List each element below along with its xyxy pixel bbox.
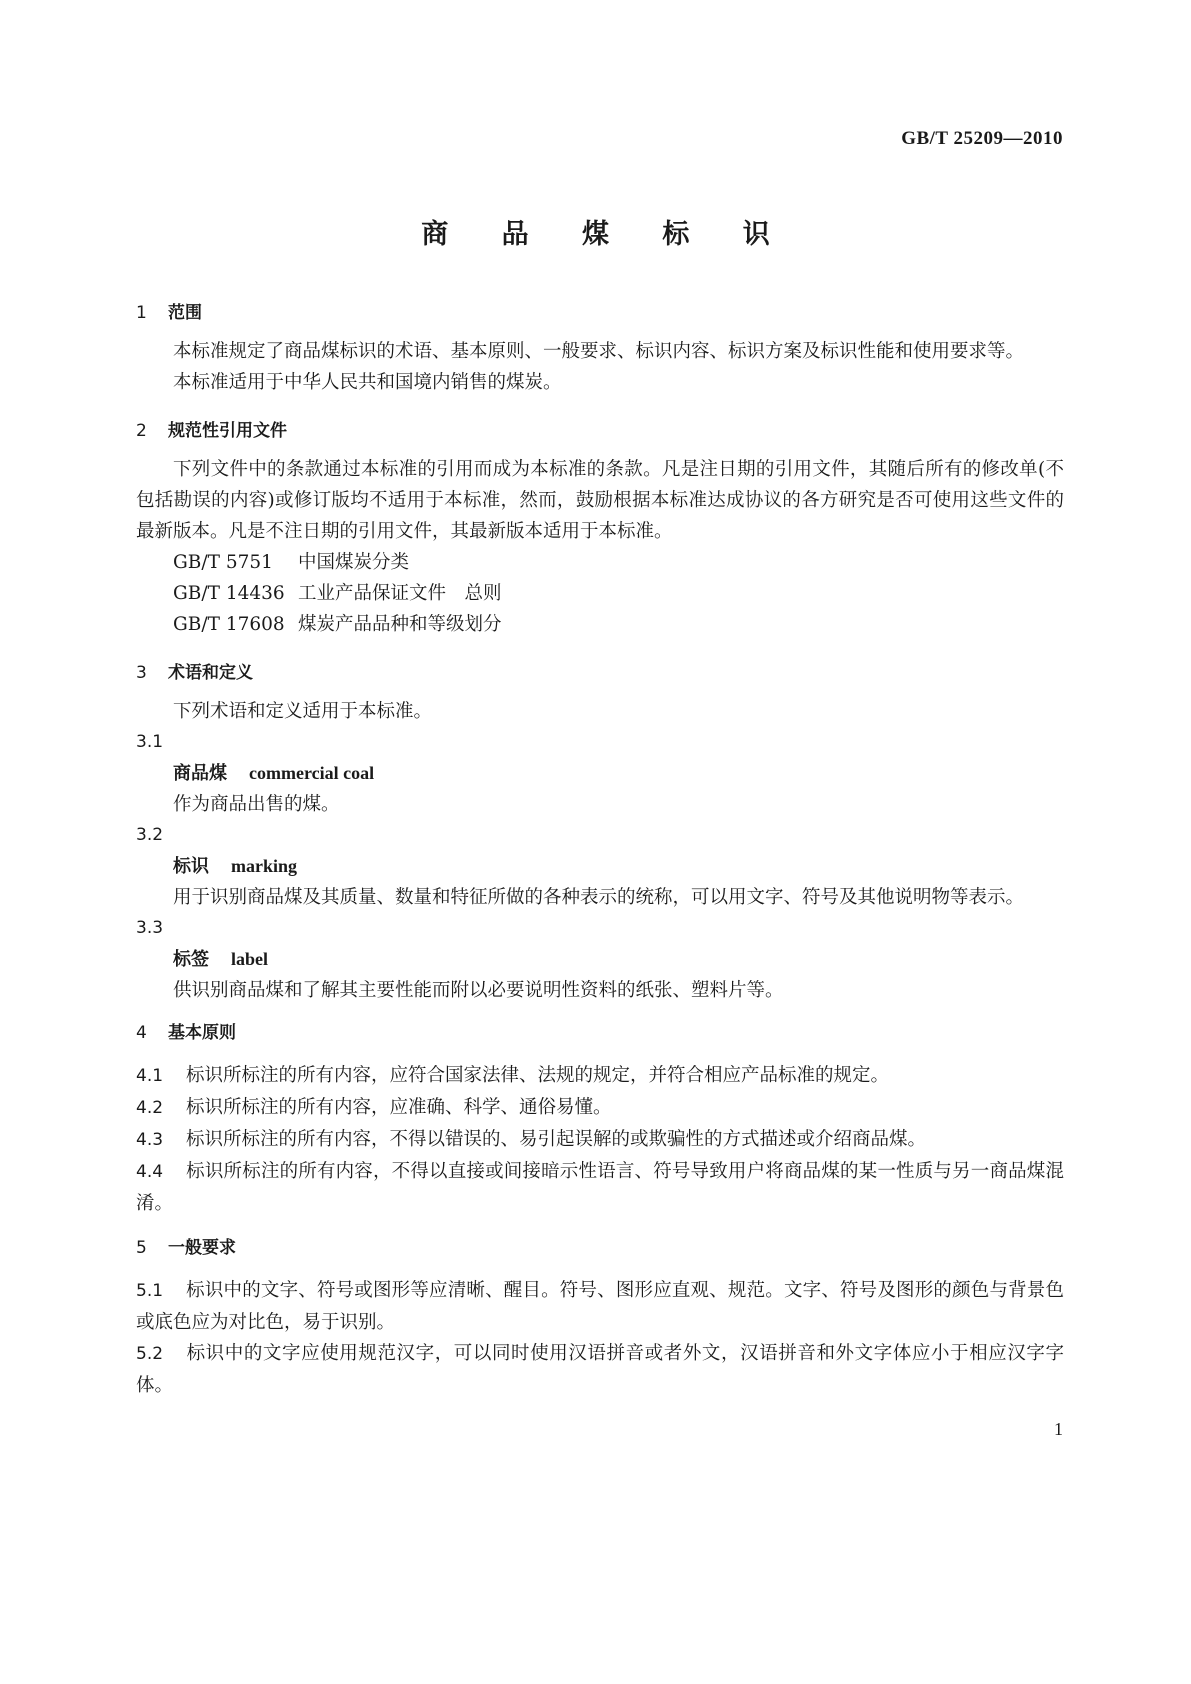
paragraph: 本标准适用于中华人民共和国境内销售的煤炭。	[173, 372, 562, 393]
reference-title: 煤炭产品品种和等级划分	[298, 614, 502, 635]
document-title: 商 品 煤 标 识	[421, 219, 792, 250]
section-heading-general-requirements	[136, 1235, 1064, 1261]
term-definition: 作为商品出售的煤。	[173, 794, 340, 815]
section-number: 1	[136, 303, 147, 323]
clause-number: 5.2	[136, 1344, 164, 1364]
section-title: 规范性引用文件	[168, 421, 287, 441]
reference-item	[136, 547, 1064, 578]
term-heading	[136, 944, 1064, 975]
reference-code: GB/T 5751	[173, 552, 273, 573]
term-en: label	[231, 949, 269, 969]
section-title: 术语和定义	[168, 663, 253, 683]
term-definition: 供识别商品煤和了解其主要性能而附以必要说明性资料的纸张、塑料片等。	[173, 980, 784, 1001]
term-definition: 用于识别商品煤及其质量、数量和特征所做的各种表示的统称，可以用文字、符号及其他说明物等表示。	[173, 887, 1025, 908]
term-cn: 标签	[173, 949, 209, 970]
reference-code: GB/T 17608	[173, 614, 285, 635]
section-heading-terms	[136, 660, 1064, 686]
reference-item	[136, 609, 1064, 640]
clause	[136, 1338, 1064, 1401]
clause	[136, 1275, 1064, 1338]
term-cn: 商品煤	[173, 763, 227, 784]
clause-text: 标识中的文字应使用规范汉字，可以同时使用汉语拼音或者外文，汉语拼音和外文字体应小于相应汉字字体。	[136, 1343, 1064, 1396]
section-title: 基本原则	[168, 1023, 236, 1043]
clause-number: 4.3	[136, 1130, 164, 1150]
paragraph: 下列术语和定义适用于本标准。	[173, 701, 433, 722]
term-number: 3.3	[136, 918, 164, 938]
term-heading	[136, 851, 1064, 882]
clause	[136, 1060, 1064, 1092]
clause-number: 4.1	[136, 1066, 164, 1086]
term-number: 3.2	[136, 825, 164, 845]
clause-text: 标识所标注的所有内容，应准确、科学、通俗易懂。	[186, 1097, 612, 1118]
clause-number: 4.2	[136, 1098, 164, 1118]
section-title: 一般要求	[168, 1238, 236, 1258]
term-cn: 标识	[173, 856, 209, 877]
section-number: 4	[136, 1023, 147, 1043]
section-number: 5	[136, 1238, 147, 1258]
section-heading-normative-references	[136, 418, 1064, 444]
clause	[136, 1124, 1064, 1156]
section-title: 范围	[168, 303, 202, 323]
reference-code: GB/T 14436	[173, 583, 285, 604]
document-body	[136, 300, 1064, 1401]
section-heading-scope	[136, 300, 1064, 326]
term-en: commercial coal	[249, 763, 375, 783]
reference-item	[136, 578, 1064, 609]
page-number: 1	[1054, 1419, 1063, 1439]
reference-title: 工业产品保证文件 总则	[298, 583, 502, 604]
clause-number: 5.1	[136, 1281, 164, 1301]
section-number: 3	[136, 663, 147, 683]
clause-text: 标识所标注的所有内容，不得以直接或间接暗示性语言、符号导致用户将商品煤的某一性质与另一商品煤混淆。	[136, 1161, 1064, 1214]
clause-text: 标识中的文字、符号或图形等应清晰、醒目。符号、图形应直观、规范。文字、符号及图形的颜色与背景色或底色应为对比色，易于识别。	[136, 1280, 1064, 1333]
clause-number: 4.4	[136, 1162, 164, 1182]
section-heading-basic-principles	[136, 1020, 1064, 1046]
clause-text: 标识所标注的所有内容，不得以错误的、易引起误解的或欺骗性的方式描述或介绍商品煤。	[186, 1129, 927, 1150]
reference-title: 中国煤炭分类	[298, 552, 410, 573]
standard-code: GB/T 25209—2010	[901, 128, 1063, 149]
clause	[136, 1092, 1064, 1124]
term-en: marking	[231, 856, 298, 876]
clause	[136, 1156, 1064, 1219]
clause-text: 标识所标注的所有内容，应符合国家法律、法规的规定，并符合相应产品标准的规定。	[186, 1065, 890, 1086]
term-heading	[136, 758, 1064, 789]
section-number: 2	[136, 421, 147, 441]
term-number: 3.1	[136, 732, 164, 752]
paragraph: 下列文件中的条款通过本标准的引用而成为本标准的条款。凡是注日期的引用文件，其随后所有的修改单(不包括勘误的内容)或修订版均不适用于本标准，然而，鼓励根据本标准达成协议的各方研究是否可使用这些文件的最新版本。凡是不注日期的引用文件，其最新版本适用于本标准。	[136, 459, 1064, 542]
paragraph: 本标准规定了商品煤标识的术语、基本原则、一般要求、标识内容、标识方案及标识性能和使用要求等。	[173, 341, 1025, 362]
